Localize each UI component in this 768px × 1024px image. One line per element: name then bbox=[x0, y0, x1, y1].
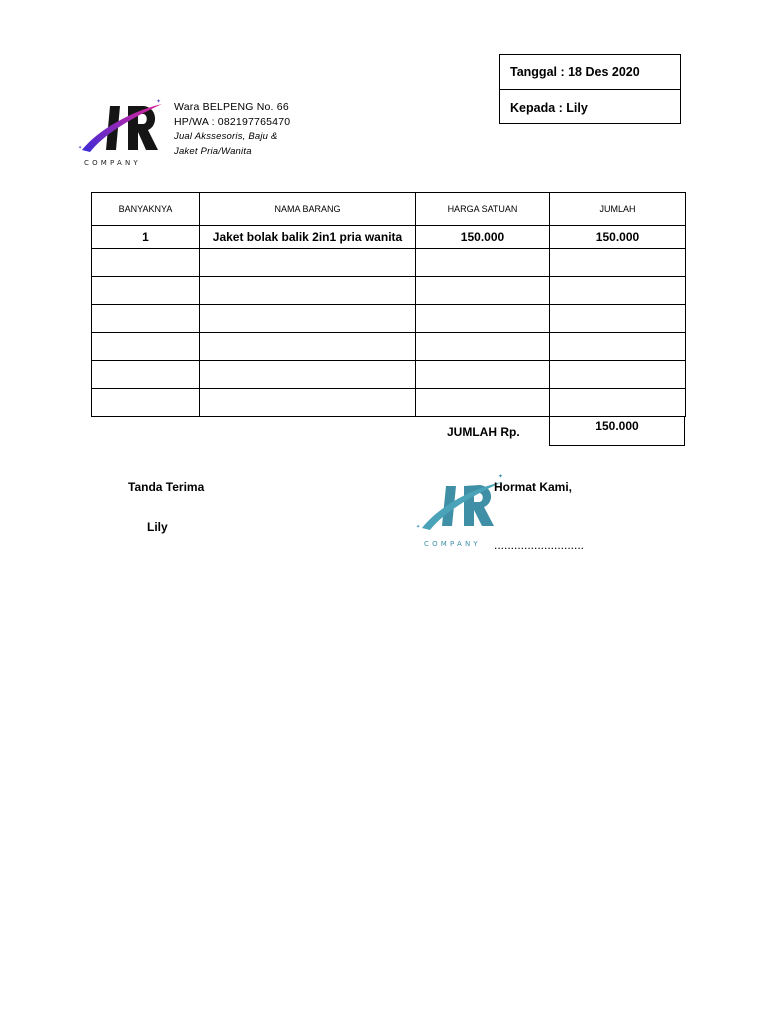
date-label: Tanggal : 18 Des 2020 bbox=[500, 55, 680, 90]
stamp-sparkle: ✦ bbox=[498, 473, 504, 480]
company-logo bbox=[76, 92, 168, 170]
logo-sparkle: ✦ bbox=[78, 145, 83, 151]
items-table bbox=[91, 192, 686, 417]
stamp-sparkle: ✦ bbox=[416, 524, 421, 530]
header-unit-price: HARGA SATUAN bbox=[416, 193, 550, 226]
company-description-line2: Jaket Pria/Wanita bbox=[174, 146, 252, 157]
table-row bbox=[92, 226, 686, 249]
table-row-empty bbox=[92, 389, 686, 417]
company-description-line1: Jual Akssesoris, Baju & bbox=[174, 131, 278, 142]
recipient-label: Kepada : Lily bbox=[510, 100, 588, 115]
table-row-empty bbox=[92, 277, 686, 305]
company-phone: HP/WA : 082197765470 bbox=[174, 116, 291, 128]
header-quantity: BANYAKNYA bbox=[92, 193, 200, 226]
receiver-name: Lily bbox=[147, 520, 168, 534]
cell-amount: 150.000 bbox=[550, 226, 686, 249]
company-address: Wara BELPENG No. 66 bbox=[174, 101, 289, 113]
total-value: 150.000 bbox=[549, 417, 685, 446]
cell-item-name: Jaket bolak balik 2in1 pria wanita bbox=[200, 226, 416, 249]
date-recipient-box bbox=[499, 54, 681, 124]
receiver-label: Tanda Terima bbox=[128, 480, 205, 494]
sender-label: Hormat Kami, bbox=[494, 480, 573, 494]
cell-quantity: 1 bbox=[92, 226, 200, 249]
table-row-empty bbox=[92, 333, 686, 361]
logo-sparkle: ✦ bbox=[156, 98, 162, 105]
table-header-row bbox=[92, 193, 686, 226]
table-row-empty bbox=[92, 305, 686, 333]
cell-unit-price: 150.000 bbox=[416, 226, 550, 249]
table-row-empty bbox=[92, 249, 686, 277]
sender-signature-line: ........................... bbox=[494, 538, 585, 552]
header-item-name: NAMA BARANG bbox=[200, 193, 416, 226]
total-label: JUMLAH Rp. bbox=[447, 425, 520, 439]
header-amount: JUMLAH bbox=[550, 193, 686, 226]
logo-company-text: COMPANY bbox=[84, 159, 141, 167]
stamp-company-text: COMPANY bbox=[424, 540, 481, 548]
table-row-empty bbox=[92, 361, 686, 389]
